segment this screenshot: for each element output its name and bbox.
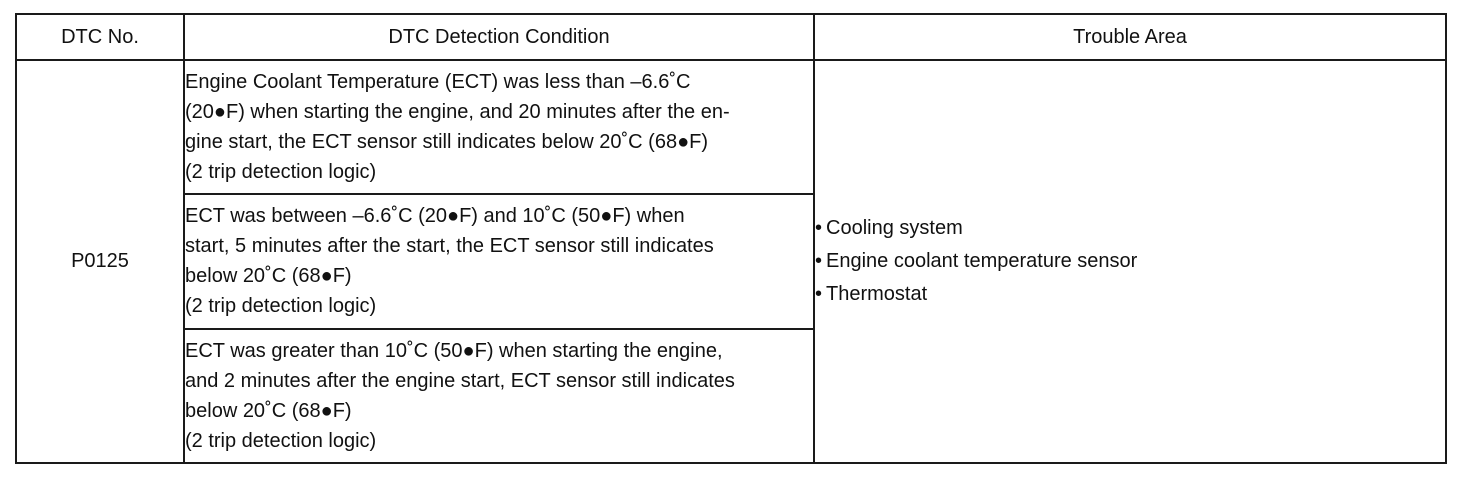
dtc-number: P0125 [16,60,184,463]
list-item [815,245,1445,278]
detection-condition-2 [184,194,814,328]
detection-condition-3 [184,329,814,463]
condition-line: below 20˚C (68●F) [185,399,352,422]
condition-line: (2 trip detection logic) [185,429,377,452]
condition-line: and 2 minutes after the engine start, ECT sensor still indicates [185,369,735,392]
table-row [16,60,1446,194]
condition-line: gine start, the ECT sensor still indicates below 20˚C (68●F) [185,131,709,154]
trouble-area-cell [814,60,1446,463]
dtc-table [15,13,1447,464]
condition-line: ECT was between –6.6˚C (20●F) and 10˚C (50●F) when [185,205,685,228]
list-item [815,278,1445,311]
bullet-icon: • [815,250,823,272]
trouble-area-item: Thermostat [826,283,928,305]
trouble-area-list [815,212,1445,311]
trouble-area-item: Engine coolant temperature sensor [826,250,1138,272]
trouble-area-item: Cooling system [826,217,963,239]
condition-line: Engine Coolant Temperature (ECT) was less than –6.6˚C [185,71,691,94]
bullet-icon: • [815,217,823,239]
condition-line: (2 trip detection logic) [185,161,377,184]
header-detection-condition: DTC Detection Condition [184,14,814,60]
header-dtc-no: DTC No. [16,14,184,60]
header-row [16,14,1446,60]
bullet-icon: • [815,283,823,305]
condition-line: ECT was greater than 10˚C (50●F) when starting the engine, [185,339,723,362]
condition-line: (2 trip detection logic) [185,295,377,318]
header-trouble-area: Trouble Area [814,14,1446,60]
detection-condition-1 [184,60,814,194]
condition-line: below 20˚C (68●F) [185,265,352,288]
condition-line: (20●F) when starting the engine, and 20 minutes after the en- [185,101,730,124]
list-item [815,212,1445,245]
condition-line: start, 5 minutes after the start, the ECT sensor still indicates [185,235,714,258]
